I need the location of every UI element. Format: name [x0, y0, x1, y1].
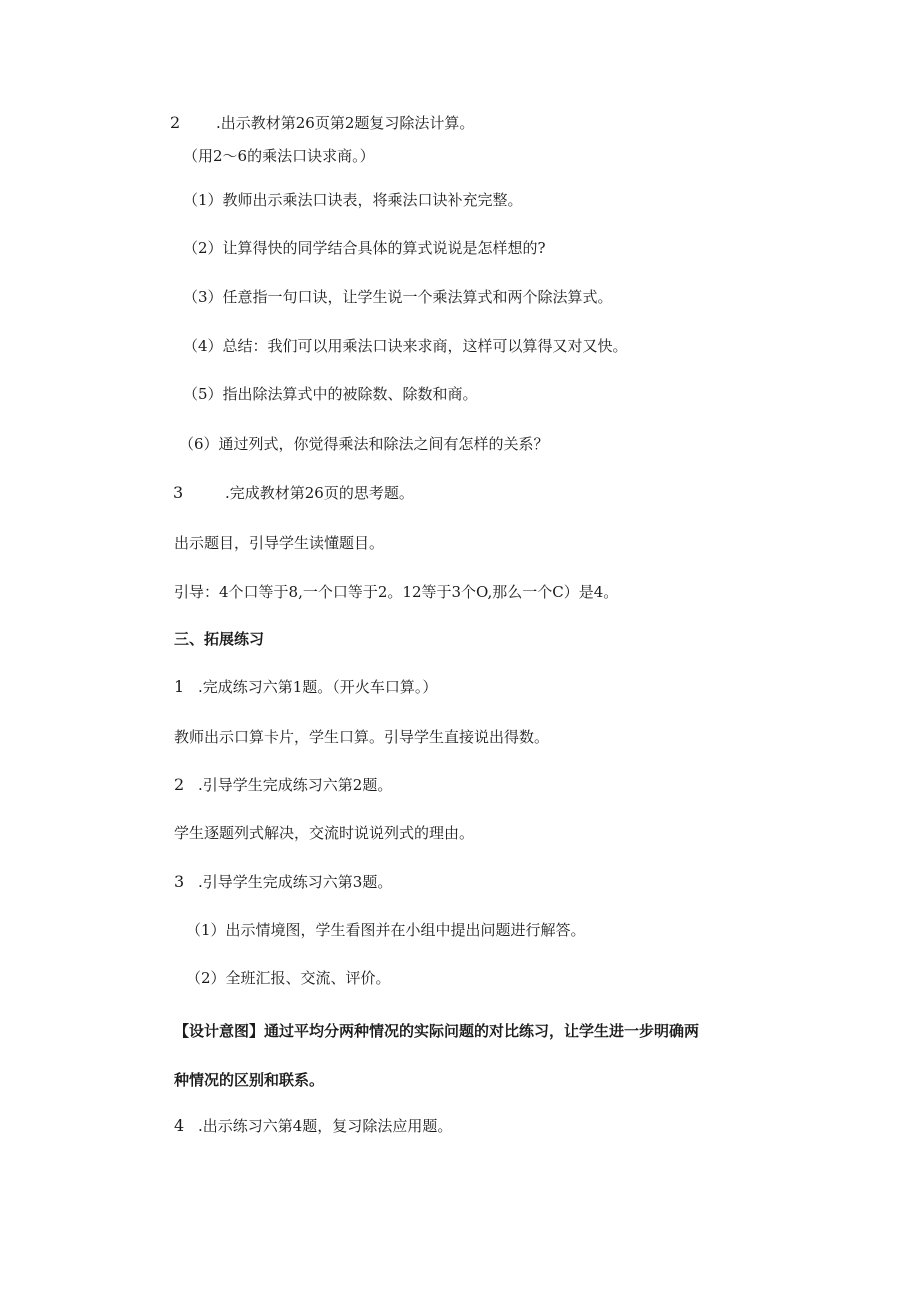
sub-item-3: （3）任意指一句口诀，让学生说一个乘法算式和两个除法算式。: [183, 288, 613, 306]
section-heading: 三、拓展练习: [174, 630, 265, 648]
item-3-paragraph-1: 出示题目，引导学生读懂题目。: [174, 534, 385, 552]
item-text: .引导学生完成练习六第2题。: [198, 776, 393, 794]
item-text: .完成教材第26页的思考题。: [225, 484, 414, 502]
item-text: .出示教材第26页第2题复习除法计算。: [216, 114, 475, 132]
design-intent-line-1: 【设计意图】通过平均分两种情况的实际问题的对比练习，让学生进一步明确两: [174, 1022, 700, 1040]
exercise-2: [174, 775, 392, 795]
sub-item-2: （2）让算得快的同学结合具体的算式说说是怎样想的?: [183, 239, 546, 257]
item-text: .出示练习六第4题，复习除法应用题。: [198, 1117, 453, 1135]
exercise-2-paragraph: 学生逐题列式解决，交流时说说列式的理由。: [174, 824, 475, 842]
item-number: 3: [174, 872, 185, 891]
exercise-1: [174, 677, 437, 697]
item-number: 2: [170, 113, 181, 132]
item-number: 2: [174, 775, 185, 794]
item-text: .引导学生完成练习六第3题。: [198, 873, 393, 891]
item-3-paragraph-2: 引导：4个口等于8,一个口等于2。12等于3个O,那么一个C）是4。: [174, 583, 619, 601]
exercise-3: [174, 872, 392, 892]
sub-item-6: （6）通过列式，你觉得乘法和除法之间有怎样的关系？: [179, 435, 549, 453]
item-text: .完成练习六第1题。（开火车口算。）: [198, 678, 438, 696]
design-intent-line-2: 种情况的区别和联系。: [174, 1071, 325, 1089]
item-3: [173, 483, 414, 503]
item-2: [170, 113, 474, 133]
sub-item-5: （5）指出除法算式中的被除数、除数和商。: [183, 385, 478, 403]
item-number: 4: [174, 1116, 185, 1135]
sub-item-1: （1）教师出示乘法口诀表，将乘法口诀补充完整。: [183, 191, 523, 209]
item-2-note: （用2～6的乘法口诀求商。）: [183, 147, 375, 165]
item-number: 1: [174, 677, 185, 696]
sub-item-4: （4）总结：我们可以用乘法口诀来求商，这样可以算得又对又快。: [183, 337, 628, 355]
exercise-1-paragraph: 教师出示口算卡片，学生口算。引导学生直接说出得数。: [174, 728, 550, 746]
exercise-3-sub-2: （2）全班汇报、交流、评价。: [186, 969, 391, 987]
item-number: 3: [173, 483, 184, 502]
exercise-3-sub-1: （1）出示情境图，学生看图并在小组中提出问题进行解答。: [186, 921, 586, 939]
exercise-4: [174, 1116, 452, 1136]
